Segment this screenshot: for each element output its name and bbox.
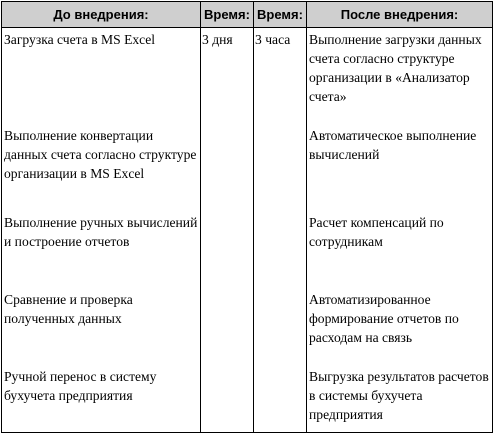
time-after-cell: [254, 28, 307, 433]
before-column: [2, 28, 201, 433]
body-row: [2, 28, 493, 433]
after-item-2: Автоматическое выполнение вычислений: [309, 128, 477, 162]
after-column: [307, 28, 493, 433]
header-row: [2, 2, 493, 28]
after-item-1: Выполнение загрузки данных счета согласно структуре организации в «Анализатор счета»: [309, 32, 482, 104]
before-item-3: Выполнение ручных вычислений и построение отчетов: [4, 215, 198, 249]
after-item-4: Автоматизированное формирование отчетов по расходам на связь: [309, 292, 459, 345]
before-item-1: Загрузка счета в MS Excel: [4, 32, 156, 47]
time-before-value: 3 дня: [202, 32, 233, 47]
header-time-before: Время:: [201, 2, 254, 28]
header-before: До внедрения:: [2, 2, 201, 28]
before-item-5: Ручной перенос в систему бухучета предприятия: [4, 369, 157, 403]
header-time-after: Время:: [254, 2, 307, 28]
before-item-2: Выполнение конвертации данных счета согласно структуре организации в MS Excel: [4, 128, 197, 181]
time-after-value: 3 часа: [255, 32, 291, 47]
time-before-cell: [201, 28, 254, 433]
after-item-3: Расчет компенсаций по сотрудникам: [309, 215, 444, 249]
comparison-table: [1, 1, 493, 433]
before-item-4: Сравнение и проверка полученных данных: [4, 292, 133, 326]
header-after: После внедрения:: [307, 2, 493, 28]
after-item-5: Выгрузка результатов расчетов в системы бухучета предприятия: [309, 369, 489, 422]
